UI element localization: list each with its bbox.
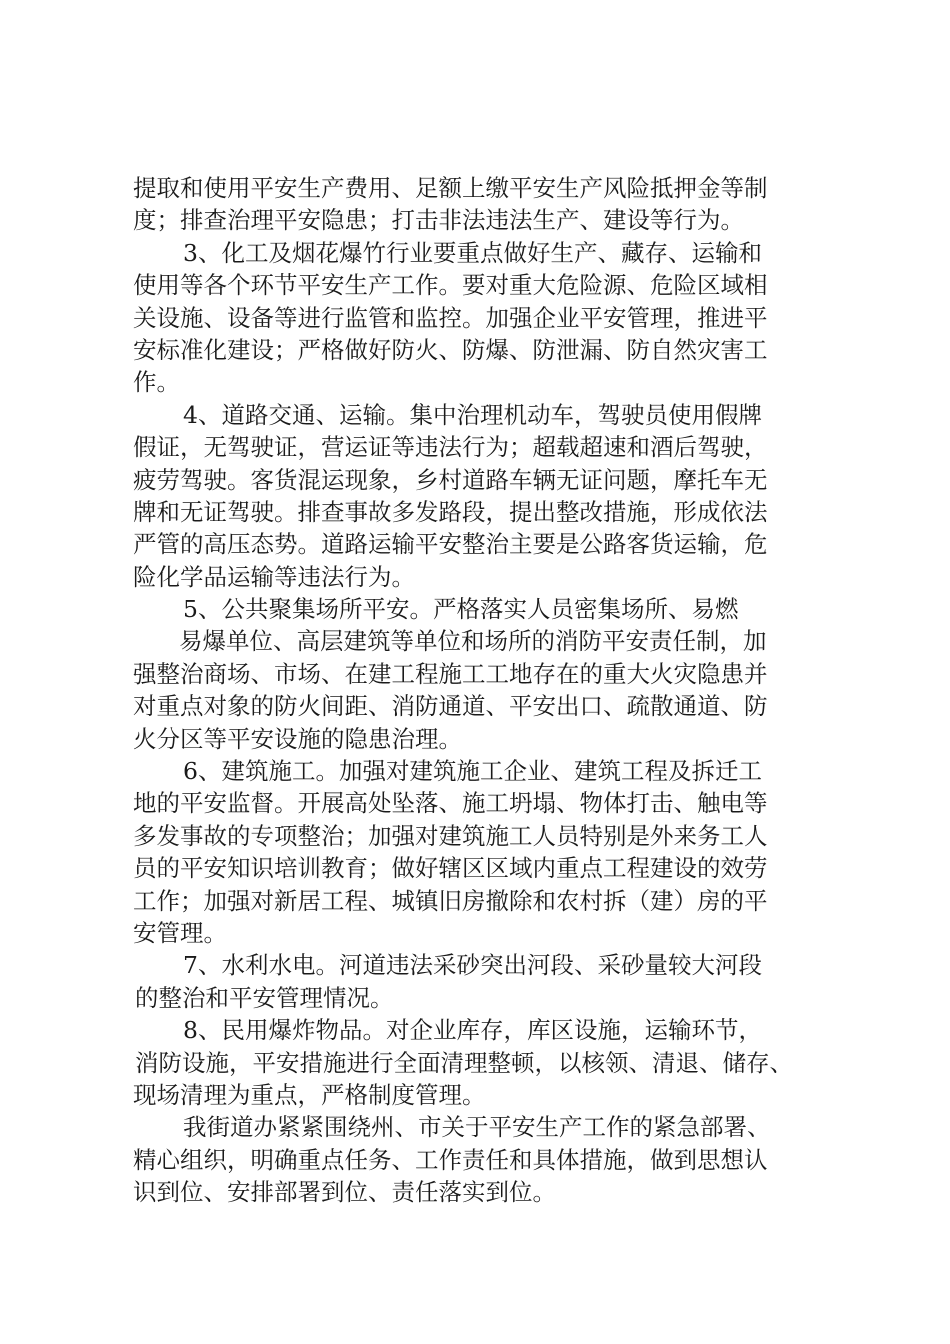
- text-line: 现场清理为重点，严格制度管理。: [133, 1080, 486, 1109]
- text-line: 精心组织，明确重点任务、工作责任和具体措施，做到思想认: [133, 1145, 768, 1174]
- text-line: 使用等各个环节平安生产工作。要对重大危险源、危险区域相: [133, 271, 768, 300]
- text-line: 火分区等平安设施的隐患治理。: [133, 724, 462, 753]
- text-line: 险化学品运输等违法行为。: [133, 562, 415, 591]
- text-line: 作。: [133, 368, 180, 397]
- text-line: 易爆单位、高层建筑等单位和场所的消防平安责任制，加: [179, 627, 767, 656]
- text-line: 对重点对象的防火间距、消防通道、平安出口、疏散通道、防: [133, 692, 768, 721]
- text-line: 严管的高压态势。道路运输平安整治主要是公路客货运输，危: [133, 530, 768, 559]
- text-line: 假证，无驾驶证，营运证等违法行为；超载超速和酒后驾驶，: [133, 433, 768, 462]
- text-line: 强整治商场、市场、在建工程施工工地存在的重大火灾隐患并: [133, 659, 768, 688]
- text-line: 疲劳驾驶。客货混运现象，乡村道路车辆无证问题，摩托车无: [133, 465, 768, 494]
- text-line: 的整治和平安管理情况。: [135, 983, 394, 1012]
- text-line: 消防设施，平安措施进行全面清理整顿，以核领、清退、储存、: [135, 1048, 793, 1077]
- text-line: 4、道路交通、运输。集中治理机动车，驾驶员使用假牌: [183, 400, 762, 429]
- text-line: 多发事故的专项整治；加强对建筑施工人员特别是外来务工人: [133, 821, 768, 850]
- text-line: 地的平安监督。开展高处坠落、施工坍塌、物体打击、触电等: [133, 789, 768, 818]
- text-line: 度；排查治理平安隐患；打击非法违法生产、建设等行为。: [133, 206, 744, 235]
- text-line: 安管理。: [133, 918, 227, 947]
- text-line: 提取和使用平安生产费用、足额上缴平安生产风险抵押金等制: [133, 174, 768, 202]
- text-line: 3、化工及烟花爆竹行业要重点做好生产、藏存、运输和: [183, 238, 762, 267]
- text-line: 7、水利水电。河道违法采砂突出河段、采砂量较大河段: [183, 951, 762, 980]
- text-line: 员的平安知识培训教育；做好辖区区域内重点工程建设的效劳: [133, 854, 768, 883]
- text-line: 5、公共聚集场所平安。严格落实人员密集场所、易燃: [183, 595, 739, 624]
- text-line: 6、建筑施工。加强对建筑施工企业、建筑工程及拆迁工: [183, 757, 762, 786]
- text-line: 8、民用爆炸物品。对企业库存，库区设施，运输环节，: [183, 1016, 762, 1045]
- text-line: 我街道办紧紧围绕州、市关于平安生产工作的紧急部署、: [183, 1113, 771, 1142]
- document-body: [133, 172, 853, 1209]
- text-line: 关设施、设备等进行监管和监控。加强企业平安管理，推进平: [133, 303, 768, 332]
- text-line: 识到位、安排部署到位、责任落实到位。: [133, 1178, 556, 1207]
- text-line: 牌和无证驾驶。排查事故多发路段，提出整改措施，形成依法: [133, 497, 768, 526]
- text-line: 安标准化建设；严格做好防火、防爆、防泄漏、防自然灾害工: [133, 335, 768, 364]
- text-line: 工作；加强对新居工程、城镇旧房撤除和农村拆（建）房的平: [133, 886, 768, 915]
